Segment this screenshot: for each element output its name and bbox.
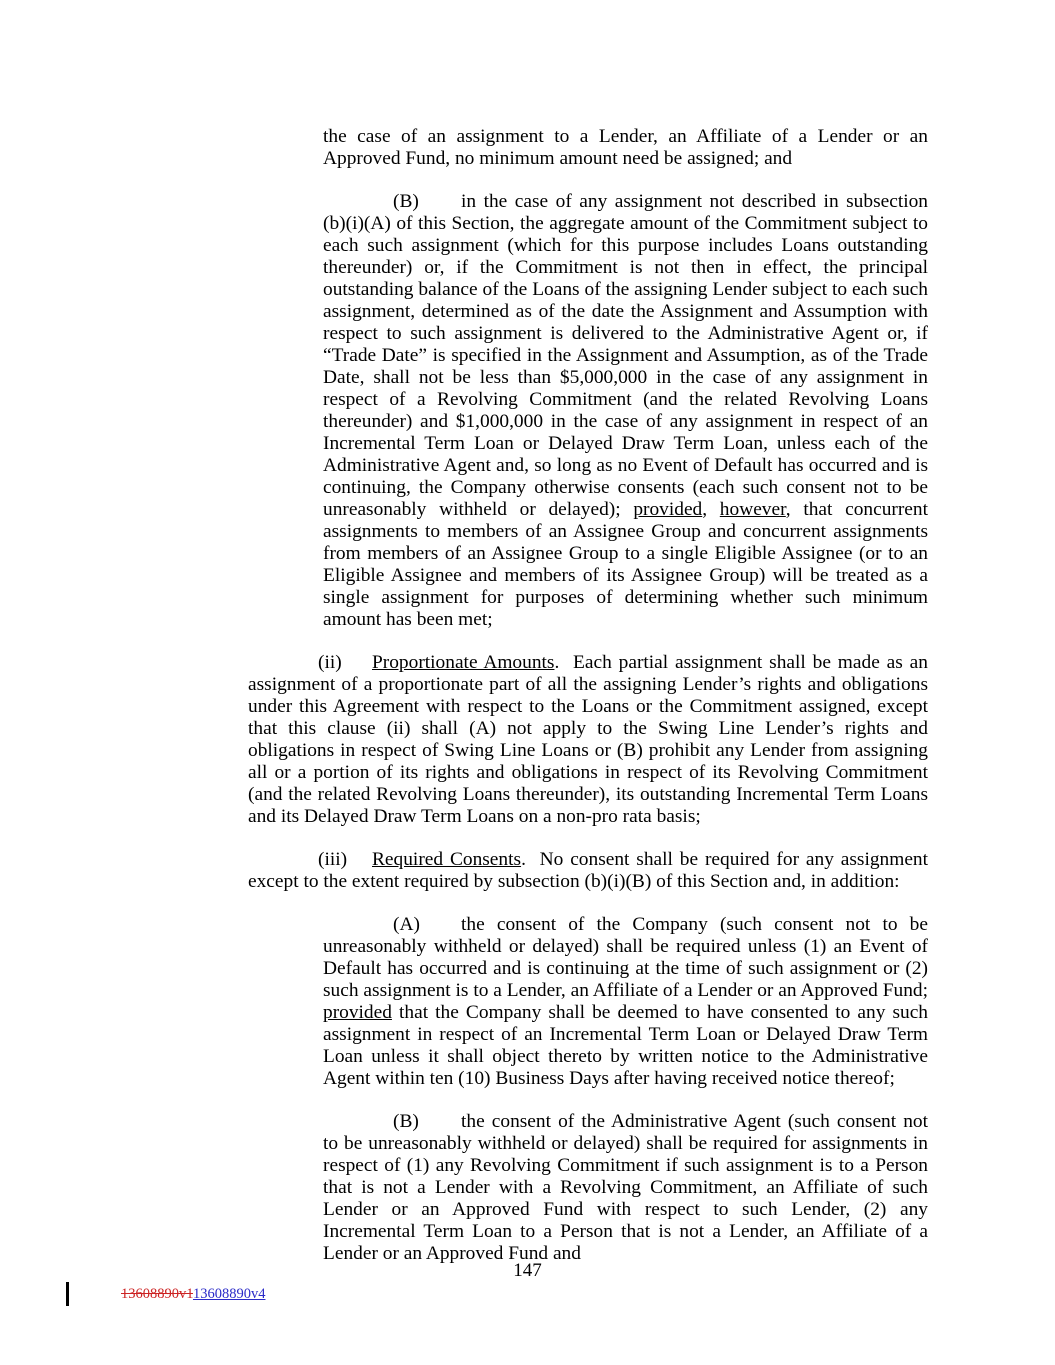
- paragraph-continuation: the case of an assignment to a Lender, an Affiliate of a Lender or an Approved Fund, no minimum amount need be assigned; and: [323, 126, 928, 169]
- paragraph-label: (B): [393, 191, 419, 212]
- change-bar: [66, 1282, 69, 1306]
- document-body: [248, 126, 928, 1286]
- paragraph-b-admin-agent-consent: (B) the consent of the Administrative Agent (such consent not to be unreasonably withheld or delayed) shall be required for assignments in respect of (1) any Revolving Commitment if such assignment is to a Person that is not a Lender with a Revolving Commitment, an Affiliate of such Lender or an Approved Fund with respect to such Lender, (2) any Incremental Term Loan to a Person that is not a Lender, an Affiliate of a Lender or an Approved Fund and: [323, 1111, 928, 1264]
- paragraph-a-company-consent: (A) the consent of the Company (such consent not to be unreasonably withheld or delayed) shall be required unless (1) an Event of Default has occurred and is continuing at the time of such assignment or (2) such assignment is to a Lender, an Affiliate of a Lender or an Approved Fund; provided that the Company shall be deemed to have consented to any such assignment in respect of an Incremental Term Loan or Delayed Draw Term Loan unless it shall object thereto by written notice to the Administrative Agent within ten (10) Business Days after having received notice thereof;: [323, 914, 928, 1089]
- paragraph-label: (ii): [318, 652, 342, 673]
- inserted-doc-id: 13608890v4: [192, 1286, 266, 1302]
- footer-doc-ids: [121, 1286, 265, 1302]
- paragraph-b-minimum-amounts: (B) in the case of any assignment not described in subsection (b)(i)(A) of this Section, the aggregate amount of the Commitment subject to each such assignment (which for this purpose includes Loans outstanding thereunder) or, if the Commitment is not then in effect, the principal outstanding balance of the Loans of the assigning Lender subject to each such assignment, determined as of the date the Assignment and Assumption with respect to such assignment is delivered to the Administrative Agent or, if “Trade Date” is specified in the Assignment and Assumption, as of the Trade Date, shall not be less than $5,000,000 in the case of any assignment in respect of a Revolving Commitment (and the related Revolving Loans thereunder) and $1,000,000 in the case of any assignment in respect of an Incremental Term Loan or Delayed Draw Term Loan, unless each of the Administrative Agent and, so long as no Event of Default has occurred and is continuing, the Company otherwise consents (each such consent not to be unreasonably withheld or delayed); provided, however, that concurrent assignments to members of an Assignee Group and concurrent assignments from members of an Assignee Group to a single Eligible Assignee (or to an Eligible Assignee and members of its Assignee Group) will be treated as a single assignment for purposes of determining whether such minimum amount has been met;: [323, 191, 928, 630]
- paragraph-label: (iii): [318, 849, 348, 870]
- paragraph-label: (B): [393, 1111, 419, 1132]
- paragraph-ii-proportionate-amounts: (ii) Proportionate Amounts. Each partial assignment shall be made as an assignment of a proportionate part of all the assigning Lender’s rights and obligations under this Agreement with respect to the Loans or the Commitment assigned, except that this clause (ii) shall (A) not apply to the Swing Line Lender’s rights and obligations in respect of Swing Line Loans or (B) prohibit any Lender from assigning all or a portion of its rights and obligations in respect of its Revolving Commitment (and the related Revolving Loans thereunder), its outstanding Incremental Term Loans and its Delayed Draw Term Loans on a non-pro rata basis;: [248, 652, 928, 827]
- page-number: 147: [513, 1260, 542, 1281]
- deleted-doc-id: 13608890v1: [121, 1286, 193, 1302]
- paragraph-iii-required-consents: (iii) Required Consents. No consent shall be required for any assignment except to the extent required by subsection (b)(i)(B) of this Section and, in addition:: [248, 849, 929, 892]
- paragraph-label: (A): [393, 914, 420, 935]
